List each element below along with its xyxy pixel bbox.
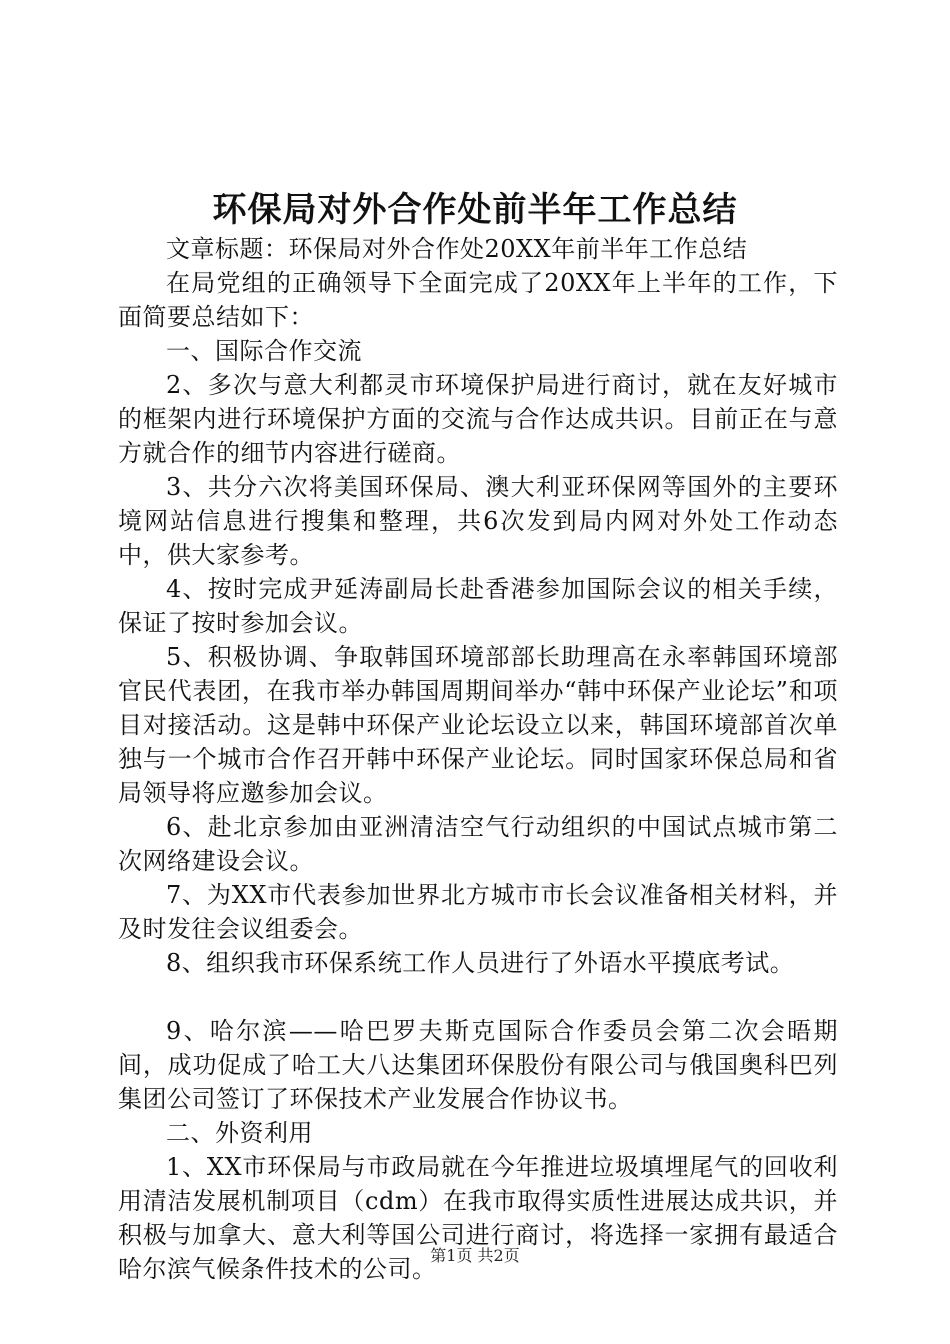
paragraph-item-5: 5、积极协调、争取韩国环境部部长助理高在永率韩国环境部官民代表团，在我市举办韩国周期间举办“韩中环保产业论坛”和项目对接活动。这是韩中环保产业论坛设立以来，韩国环境部首次单独与一个城市合作召开韩中环保产业论坛。同时国家环保总局和省局领导将应邀参加会议。	[118, 643, 838, 807]
paragraph-item-8: 8、组织我市环保系统工作人员进行了外语水平摸底考试。	[166, 949, 795, 977]
document-title: 环保局对外合作处前半年工作总结	[212, 190, 738, 230]
paragraph-item-9: 9、哈尔滨——哈巴罗夫斯克国际合作委员会第二次会晤期间，成功促成了哈工大八达集团环保股份有限公司与俄国奥科巴列集团公司签订了环保技术产业发展合作协议书。	[118, 1017, 838, 1113]
section-heading-foreign-investment: 二、外资利用	[166, 1119, 313, 1147]
paragraph-item-6: 6、赴北京参加由亚洲清洁空气行动组织的中国试点城市第二次网络建设会议。	[118, 813, 838, 875]
paragraph-item-2: 2、多次与意大利都灵市环境保护局进行商讨，就在友好城市的框架内进行环境保护方面的交流与合作达成共识。目前正在与意方就合作的细节内容进行磋商。	[118, 371, 838, 467]
document-body	[118, 232, 838, 1286]
paragraph-article-title: 文章标题：环保局对外合作处20XX年前半年工作总结	[166, 235, 748, 263]
paragraph-item-4: 4、按时完成尹延涛副局长赴香港参加国际会议的相关手续，保证了按时参加会议。	[118, 575, 838, 637]
paragraph-investment-item-1: 1、XX市环保局与市政局就在今年推进垃圾填埋尾气的回收利用清洁发展机制项目（cdm）在我市取得实质性进展达成共识，并积极与加拿大、意大利等国公司进行商讨，将选择一家拥有最适合哈尔滨气候条件技术的公司。	[118, 1153, 838, 1283]
paragraph-intro: 在局党组的正确领导下全面完成了20XX年上半年的工作，下面简要总结如下：	[118, 269, 838, 331]
page-indicator: 第1页 共2页	[430, 1246, 520, 1265]
section-heading-international-cooperation: 一、国际合作交流	[166, 337, 362, 365]
paragraph-item-7: 7、为XX市代表参加世界北方城市市长会议准备相关材料，并及时发往会议组委会。	[118, 881, 838, 943]
paragraph-item-3: 3、共分六次将美国环保局、澳大利亚环保网等国外的主要环境网站信息进行搜集和整理，共6次发到局内网对外处工作动态中，供大家参考。	[118, 473, 838, 569]
